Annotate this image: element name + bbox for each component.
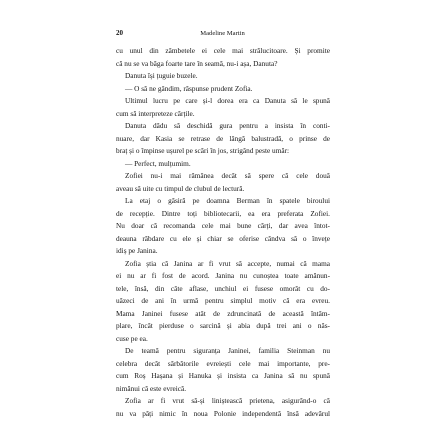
text-line: Ultimul lucru pe care și-l dorea era ca Danuta să le spună (125, 96, 330, 105)
text-line: idiș pe Janina. (116, 246, 158, 255)
text-line: ei nu ar fi fost de acord. Janina nu cunoștea toate amănun- (116, 271, 330, 280)
text-line: că nu se va băga foarte tare în seamă, nu-i așa, Danuta? (116, 58, 278, 68)
text-line: nimănui că este evreică. (116, 383, 187, 393)
text-line: Danuta dădu să deschidă gura pentru a insista în conti- (125, 121, 330, 130)
paragraph (116, 83, 330, 96)
text-line: cu unul din zâmbetele ei cele mai strălucitoare. Și promite (116, 46, 330, 55)
text-line: plare, încât pierduse o sarcină și abia după trei ani o năs- (116, 321, 330, 330)
paragraph (116, 170, 330, 195)
text-line: cum să interpreteze cărțile. (116, 108, 195, 118)
running-header-author: Madeline Martin (200, 30, 245, 37)
text-line: tele, însă, din câte aflase, unchiul ei fusese omorât cu do- (116, 283, 330, 293)
text-line: braț și o împinse ușurel pe scări în jos, strigând peste umăr: (116, 146, 290, 155)
body-text (116, 45, 330, 420)
paragraph (116, 258, 330, 346)
text-line: Danuta își țuguie buzele. (125, 71, 198, 80)
text-line: celebra decât sărbătorile evreiești cele mai importante, pre- (116, 358, 330, 368)
paragraph (116, 195, 330, 258)
text-line: nuare, dar Kasia se retrase de lângă balustradă, o prinse de (116, 133, 330, 143)
text-line: — O să ne gândim, răspunse prudent Zofia. (125, 83, 253, 93)
paragraph (116, 95, 330, 120)
text-line: Zofia știa că Janina ar fi vrut să accepte, numai că mama (125, 258, 330, 268)
text-line: Nu doar că recomanda cele mai bune cărți, dar avea întot- (116, 221, 330, 230)
text-line: Zofiei nu-i mai rămânea decât să spere că cele două (125, 171, 330, 180)
paragraph (116, 345, 330, 395)
text-line: cum Roș Hașana și Hanuka și insista ca Janina să nu spună (116, 371, 330, 380)
text-line: cuse pe ea. (116, 333, 148, 343)
paragraph (116, 158, 330, 171)
text-line: La etaj o găsiră pe doamna Berman în spatele biroului (125, 196, 330, 205)
text-line: — Perfect, mulțumim. (125, 158, 191, 168)
page-number: 20 (116, 29, 123, 37)
text-line: nu va păți nimic în noua Polonie independentă însă adevărul (116, 408, 330, 418)
text-line: de recepție. Dintre toți bibliotecarii, ea era preferata Zofiei. (116, 208, 330, 218)
text-line: deauna răbdare cu ele și chiar se oferise cândva să o învețe (116, 233, 330, 243)
text-line: De teamă pentru siguranța Janinei, familia Steinman nu (125, 346, 330, 355)
text-line: uăzeci de ani în urmă pentru simplul motiv că era evreu. (116, 296, 330, 305)
paragraph (116, 70, 330, 83)
text-line: Zofia ar fi vrut să-și liniștească prietena, asigurând-o că (125, 396, 330, 405)
paragraph (116, 120, 330, 158)
paragraph (116, 395, 330, 420)
text-line: aveau să uite cu timpul de clubul de lectură. (116, 183, 245, 193)
text-line: Mama Janinei fusese atât de zdruncinată de această întâm- (116, 308, 330, 318)
paragraph (116, 45, 330, 70)
